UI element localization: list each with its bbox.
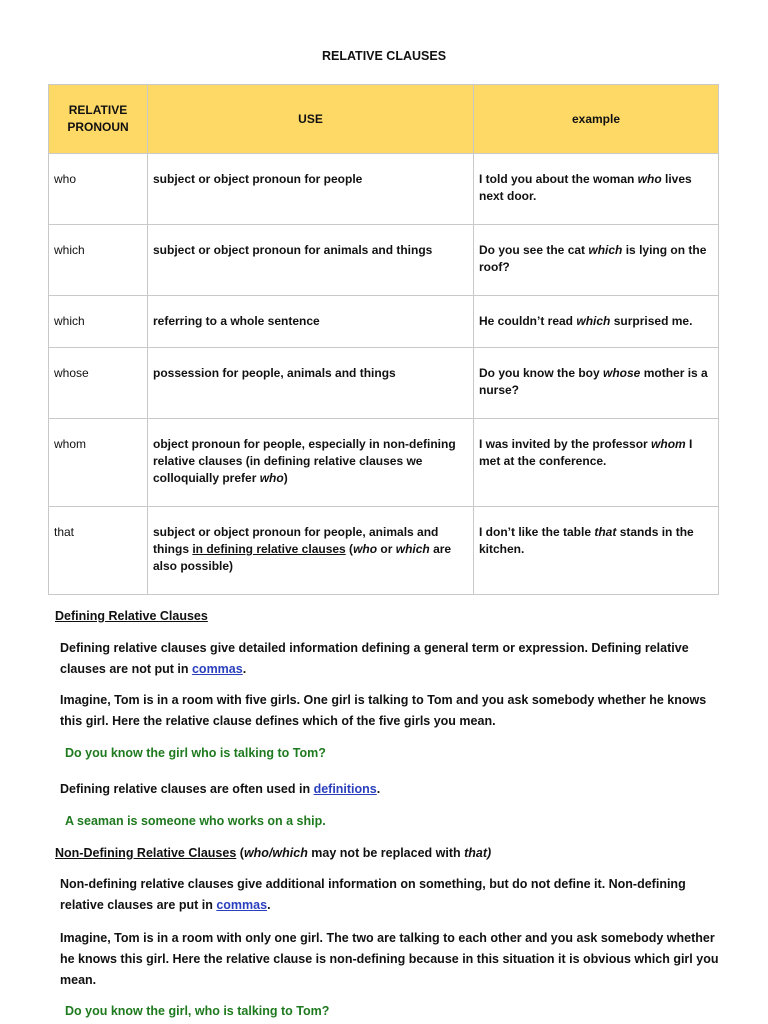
example-cell: I don’t like the table that stands in the kitchen. bbox=[474, 507, 719, 595]
example-cell: Do you see the cat which is lying on the roof? bbox=[474, 225, 719, 296]
nondefining-paragraph-2: Imagine, Tom is in a room with only one girl. The two are talking to each other and you ask somebody whether he knows this girl. Here the relative clause is non-defining because in this situation it is obvious which girl you mean. bbox=[60, 931, 719, 987]
pronoun-cell: whose bbox=[49, 348, 148, 419]
commas-link[interactable]: commas bbox=[191, 662, 243, 676]
use-cell: referring to a whole sentence bbox=[148, 296, 474, 348]
nondefining-heading: Non-Defining Relative Clauses bbox=[55, 846, 237, 860]
pronoun-cell: who bbox=[49, 154, 148, 225]
nondefining-paragraph-1: Non-defining relative clauses give additional information on something, but do not define it. Non-defining relative clauses are put in commas. bbox=[60, 877, 686, 912]
defining-paragraph-3: Defining relative clauses are often used in definitions. bbox=[60, 782, 381, 796]
table-header-row bbox=[49, 85, 719, 154]
nondefining-heading-line: Non-Defining Relative Clauses (who/which may not be replaced with that) bbox=[55, 846, 492, 860]
use-cell: subject or object pronoun for people bbox=[148, 154, 474, 225]
pronoun-cell: which bbox=[49, 225, 148, 296]
defining-heading: Defining Relative Clauses bbox=[55, 609, 208, 623]
use-cell: subject or object pronoun for people, animals and things in defining relative clauses (who or which are also possible) bbox=[148, 507, 474, 595]
pronoun-cell: whom bbox=[49, 419, 148, 507]
pronoun-cell: which bbox=[49, 296, 148, 348]
example-cell: Do you know the boy whose mother is a nurse? bbox=[474, 348, 719, 419]
table-row bbox=[49, 154, 719, 225]
example-cell: He couldn’t read which surprised me. bbox=[474, 296, 719, 348]
table-row bbox=[49, 296, 719, 348]
defining-example-1: Do you know the girl who is talking to Tom? bbox=[65, 746, 326, 760]
defining-example-2: A seaman is someone who works on a ship. bbox=[65, 814, 326, 828]
table-row bbox=[49, 419, 719, 507]
relative-pronoun-table bbox=[48, 84, 719, 595]
defining-paragraph-2: Imagine, Tom is in a room with five girls. One girl is talking to Tom and you ask somebody whether he knows this girl. Here the relative clause defines which of the five girls you mean. bbox=[60, 693, 707, 728]
pronoun-cell: that bbox=[49, 507, 148, 595]
header-pronoun: RELATIVE PRONOUN bbox=[49, 85, 148, 154]
example-cell: I was invited by the professor whom I met at the conference. bbox=[474, 419, 719, 507]
commas-link[interactable]: commas bbox=[216, 898, 268, 912]
use-cell: subject or object pronoun for animals and things bbox=[148, 225, 474, 296]
definitions-link[interactable]: definitions bbox=[313, 782, 377, 796]
table-row bbox=[49, 348, 719, 419]
header-example: example bbox=[474, 85, 719, 154]
table-row bbox=[49, 225, 719, 296]
page-title: RELATIVE CLAUSES bbox=[321, 49, 447, 63]
table-row bbox=[49, 507, 719, 595]
header-use: USE bbox=[148, 85, 474, 154]
example-cell: I told you about the woman who lives next door. bbox=[474, 154, 719, 225]
defining-paragraph-1: Defining relative clauses give detailed information defining a general term or expression. Defining relative clauses are not put in commas. bbox=[60, 641, 689, 676]
use-cell: object pronoun for people, especially in non-defining relative clauses (in defining relative clauses we colloquially prefer who) bbox=[148, 419, 474, 507]
use-cell: possession for people, animals and things bbox=[148, 348, 474, 419]
nondefining-example-1: Do you know the girl, who is talking to Tom? bbox=[65, 1004, 330, 1018]
